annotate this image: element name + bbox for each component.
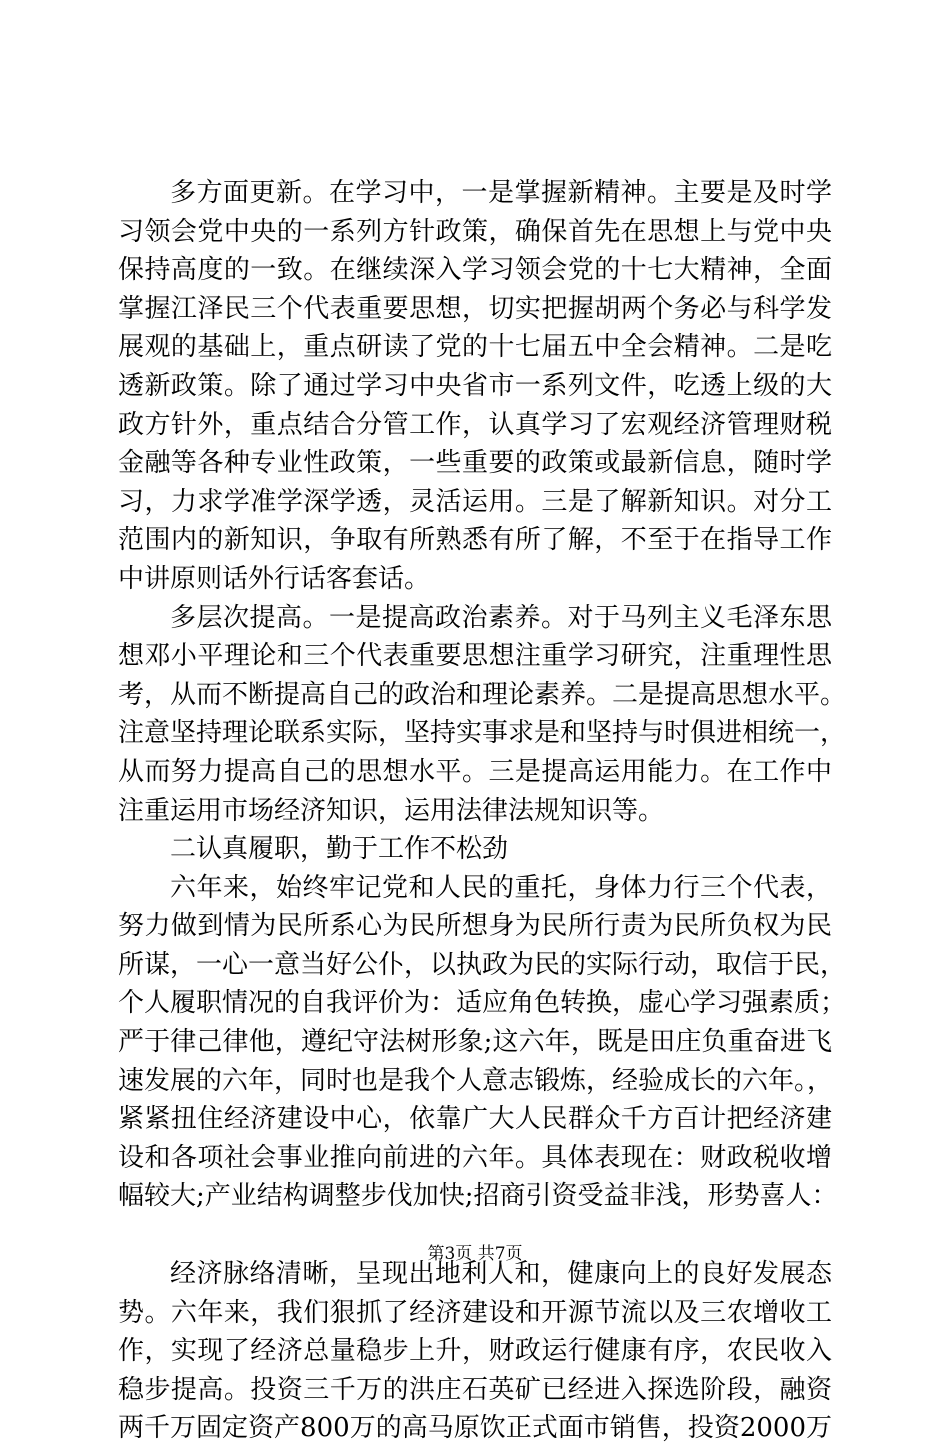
text-line: 注意坚持理论联系实际，坚持实事求是和坚持与时俱进相统一， (118, 718, 847, 749)
text-line: 考，从而不断提高自己的政治和理论素养。二是提高思想水平。 (118, 679, 847, 710)
text-line: 金融等各种专业性政策，一些重要的政策或最新信息，随时学 (118, 448, 832, 479)
paragraph-economy (118, 1255, 832, 1448)
text-line: 多方面更新。在学习中，一是掌握新精神。主要是及时学 (170, 178, 832, 208)
text-line: 中讲原则话外行话客套话。 (118, 563, 431, 594)
text-line: 透新政策。除了通过学习中央省市一系列文件，吃透上级的大 (118, 370, 832, 401)
paragraph-six-years (118, 869, 847, 1216)
text-line: 个人履职情况的自我评价为：适应角色转换，虚心学习强素质； (118, 988, 847, 1019)
text-line: 努力做到情为民所系心为民所想身为民所行责为民所负权为民 (118, 911, 832, 942)
text-line: 想邓小平理论和三个代表重要思想注重学习研究，注重理性思 (118, 641, 832, 672)
text-line: 严于律己律他，遵纪守法树形象;这六年，既是田庄负重奋进飞 (118, 1027, 832, 1058)
text-line: 两千万固定资产800万的高马原饮正式面市销售，投资2000万 (118, 1413, 832, 1444)
paragraph-multi-aspect-update (118, 174, 832, 599)
text-line: 掌握江泽民三个代表重要思想，切实把握胡两个务必与科学发 (118, 293, 832, 324)
section-heading: 二认真履职，勤于工作不松劲 (170, 834, 509, 865)
paragraph-multi-level-improve (118, 599, 847, 831)
text-line: 紧紧扭住经济建设中心，依靠广大人民群众千方百计把经济建 (118, 1104, 832, 1135)
text-line: 势。六年来，我们狠抓了经济建设和开源节流以及三农增收工 (118, 1297, 832, 1328)
text-line: 作，实现了经济总量稳步上升，财政运行健康有序，农民收入 (118, 1336, 832, 1367)
text-line: 从而努力提高自己的思想水平。三是提高运用能力。在工作中 (118, 756, 832, 787)
text-line: 习领会党中央的一系列方针政策，确保首先在思想上与党中央 (118, 216, 832, 247)
page-number: 第3页 共7页 (427, 1244, 523, 1264)
text-line: 速发展的六年，同时也是我个人意志锻炼，经验成长的六年。， (118, 1065, 834, 1096)
text-line: 多层次提高。一是提高政治素养。对于马列主义毛泽东思 (170, 602, 832, 633)
text-line: 幅较大;产业结构调整步伐加快;招商引资受益非浅，形势喜人： (118, 1181, 838, 1212)
text-line: 所谋，一心一意当好公仆，以执政为民的实际行动，取信于民， (118, 949, 847, 980)
text-line: 保持高度的一致。在继续深入学习领会党的十七大精神，全面 (118, 255, 832, 286)
text-line: 习，力求学准学深学透，灵活运用。三是了解新知识。对分工 (118, 486, 832, 517)
text-line: 注重运用市场经济知识，运用法律法规知识等。 (118, 795, 665, 826)
text-line: 经济脉络清晰，呈现出地利人和，健康向上的良好发展态 (170, 1259, 832, 1290)
text-line: 六年来，始终牢记党和人民的重托，身体力行三个代表， (170, 872, 832, 903)
text-line: 展观的基础上，重点研读了党的十七届五中全会精神。二是吃 (118, 332, 832, 363)
text-line: 政方针外，重点结合分管工作，认真学习了宏观经济管理财税 (118, 409, 832, 440)
text-line: 范围内的新知识，争取有所熟悉有所了解，不至于在指导工作 (118, 525, 832, 556)
text-line: 设和各项社会事业推向前进的六年。具体表现在：财政税收增 (118, 1142, 832, 1173)
text-line: 稳步提高。投资三千万的洪庄石英矿已经进入探选阶段，融资 (118, 1374, 832, 1405)
